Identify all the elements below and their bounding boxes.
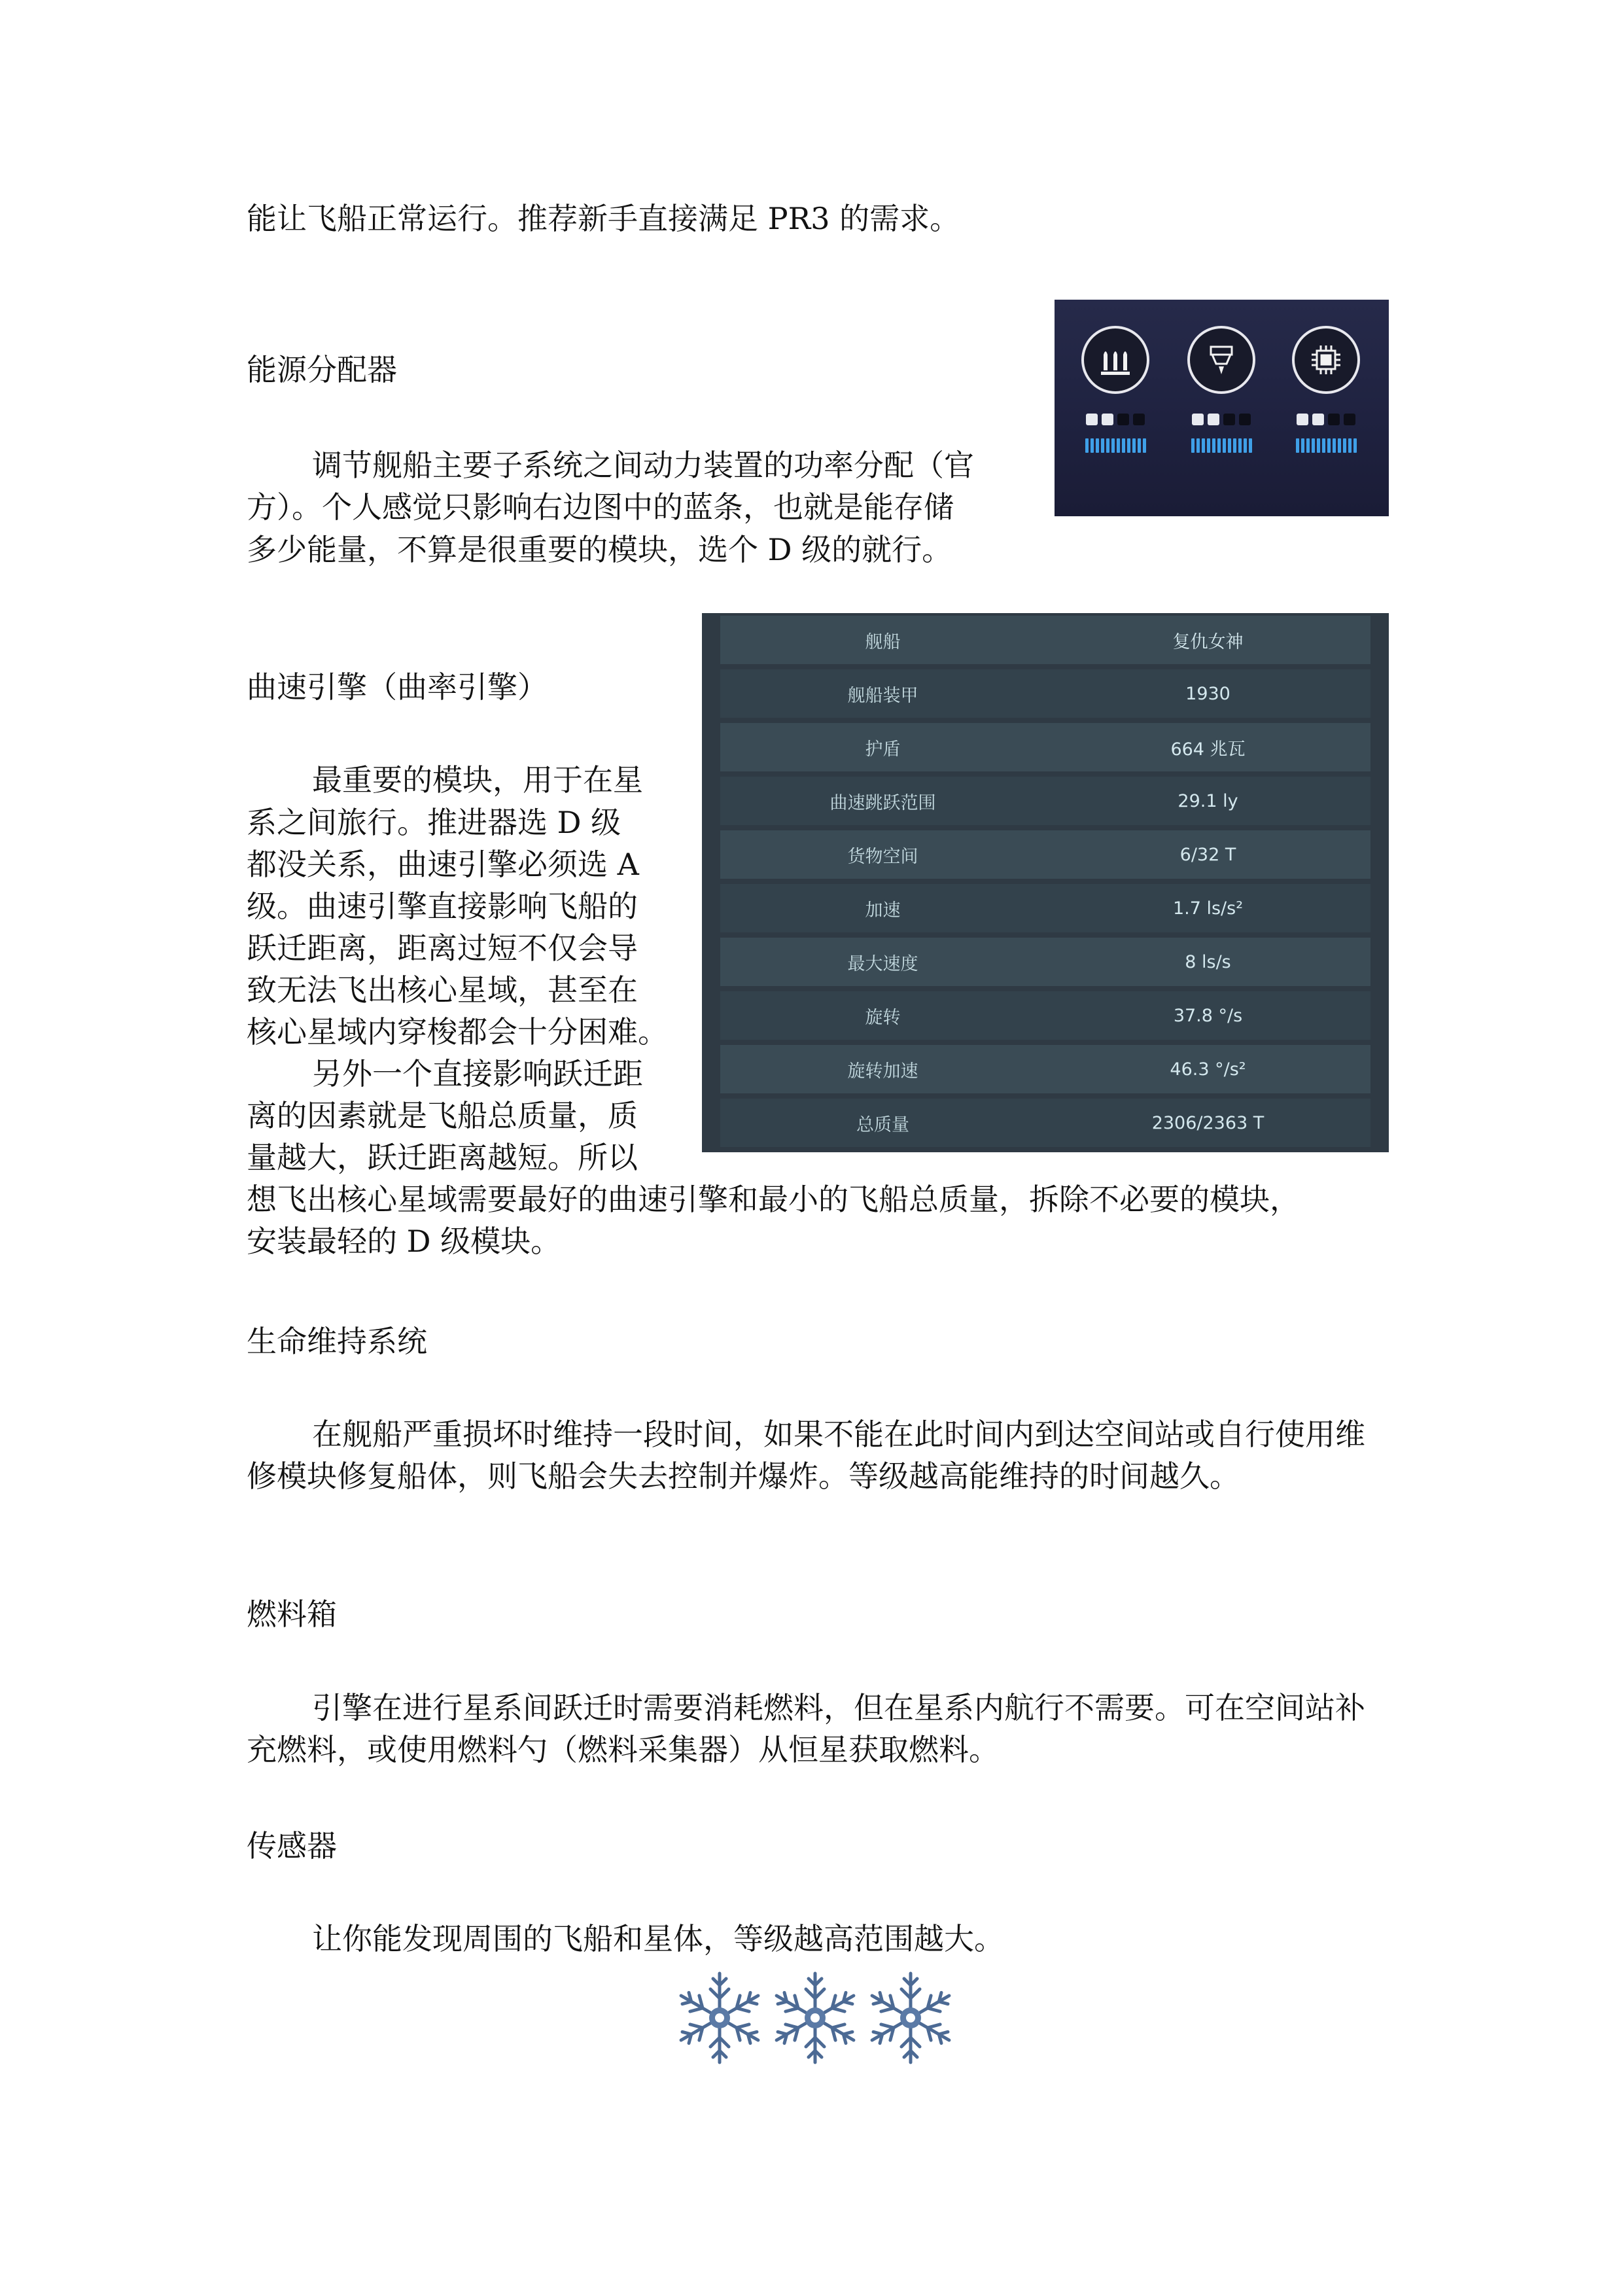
- warp-text-line: 核心星域内穿梭都会十分困难。: [247, 1014, 668, 1050]
- engines-column: [1185, 326, 1257, 453]
- stats-row: [720, 884, 1370, 932]
- warp-text-line: 最重要的模块，用于在星: [312, 762, 643, 798]
- weapons-pips: [1079, 414, 1151, 425]
- power-text-line: 方）。个人感觉只影响右边图中的蓝条，也就是能存储: [247, 489, 954, 525]
- pip: [1102, 414, 1113, 425]
- warp-text-line: 级。曲速引擎直接影响飞船的: [247, 889, 638, 924]
- stat-label: 总质量: [856, 1114, 909, 1135]
- stats-row: [720, 830, 1370, 879]
- pip: [1328, 414, 1340, 425]
- stat-label: 旋转加速: [847, 1061, 918, 1082]
- stats-row: [720, 1045, 1370, 1093]
- pip: [1208, 414, 1219, 425]
- pip: [1297, 414, 1308, 425]
- pip: [1223, 414, 1235, 425]
- stat-value: 664 兆瓦: [1170, 739, 1246, 760]
- systems-pips: [1290, 414, 1362, 425]
- warp-text-line: 离的因素就是飞船总质量，质: [247, 1098, 638, 1133]
- stats-row: [720, 723, 1370, 771]
- stat-value: 46.3 °/s²: [1170, 1059, 1246, 1080]
- stat-value: 1.7 ls/s²: [1172, 898, 1244, 919]
- stats-row: [720, 616, 1370, 664]
- stat-label: 旋转: [865, 1007, 901, 1028]
- intro-line: 能让飞船正常运行。推荐新手直接满足 PR3 的需求。: [247, 201, 960, 236]
- heading-power-distributor: 能源分配器: [247, 352, 397, 387]
- heading-warp-drive: 曲速引擎（曲率引擎）: [247, 669, 548, 705]
- stat-label: 最大速度: [847, 953, 918, 974]
- life-support-text: 在舰船严重损坏时维持一段时间，如果不能在此时间内到达空间站或自行使用维修模块修复船体，则飞船会失去控制并爆炸。等级越高能维持的时间越久。: [247, 1417, 1365, 1494]
- stat-value: 1930: [1185, 683, 1230, 704]
- weapons-icon: [1081, 326, 1149, 394]
- systems-capacitor-bar: [1290, 438, 1362, 453]
- stat-label: 舰船: [865, 631, 901, 652]
- engines-capacitor-bar: [1185, 438, 1257, 453]
- heading-sensors: 传感器: [247, 1828, 337, 1863]
- stat-label: 护盾: [865, 739, 901, 760]
- stat-label: 舰船装甲: [847, 685, 918, 706]
- stat-label: 曲速跳跃范围: [829, 792, 936, 813]
- warp-text-line: 系之间旅行。推进器选 D 级: [247, 805, 621, 840]
- pip: [1117, 414, 1129, 425]
- engines-icon: [1187, 326, 1255, 394]
- pip: [1086, 414, 1098, 425]
- pip: [1312, 414, 1324, 425]
- fuel-tank-text: 引擎在进行星系间跃迁时需要消耗燃料，但在星系内航行不需要。可在空间站补充燃料，或使用燃料勺（燃料采集器）从恒星获取燃料。: [247, 1690, 1365, 1767]
- stat-label: 加速: [865, 900, 901, 921]
- warp-text-line: 另外一个直接影响跃迁距: [312, 1056, 643, 1091]
- stat-value: 6/32 T: [1179, 844, 1236, 865]
- warp-text-line: 致无法飞出核心星域，甚至在: [247, 972, 638, 1008]
- stat-value: 8 ls/s: [1185, 951, 1231, 972]
- warp-text-line: 量越大，跃迁距离越短。所以: [247, 1140, 638, 1175]
- pip: [1344, 414, 1355, 425]
- pip: [1239, 414, 1251, 425]
- stats-row: [720, 938, 1370, 986]
- stats-row: [720, 777, 1370, 825]
- stats-row: [720, 991, 1370, 1040]
- stat-value: 29.1 ly: [1178, 790, 1238, 811]
- stat-value: 37.8 °/s: [1173, 1005, 1243, 1026]
- engines-pips: [1185, 414, 1257, 425]
- weapons-capacitor-bar: [1079, 438, 1151, 453]
- pip: [1133, 414, 1145, 425]
- pip: [1192, 414, 1204, 425]
- stat-value: 复仇女神: [1172, 631, 1244, 652]
- heading-fuel-tank: 燃料箱: [247, 1597, 337, 1632]
- power-distributor-image: [1055, 300, 1389, 516]
- warp-text-line: 安装最轻的 D 级模块。: [247, 1224, 561, 1259]
- power-text-line: 多少能量，不算是很重要的模块，选个 D 级的就行。: [247, 532, 952, 567]
- warp-text-line: 都没关系，曲速引擎必须选 A: [247, 847, 639, 882]
- weapons-column: [1079, 326, 1151, 453]
- warp-text-line: 跃迁距离，距离过短不仅会导: [247, 930, 638, 966]
- sensors-text: 让你能发现周围的飞船和星体，等级越高范围越大。: [312, 1921, 1004, 1956]
- stat-label: 货物空间: [847, 846, 918, 867]
- heading-life-support: 生命维持系统: [247, 1324, 427, 1359]
- snowflake-ornament-icon: [669, 1963, 963, 2074]
- systems-column: [1290, 326, 1362, 453]
- stat-value: 2306/2363 T: [1151, 1112, 1265, 1133]
- stats-row: [720, 669, 1370, 718]
- power-text-line: 调节舰船主要子系统之间动力装置的功率分配（官: [312, 448, 974, 483]
- ship-stats-table: [702, 613, 1389, 1152]
- stats-row: [720, 1099, 1370, 1147]
- warp-text-line: 想飞出核心星域需要最好的曲速引擎和最小的飞船总质量，拆除不必要的模块，: [247, 1182, 1300, 1217]
- systems-icon: [1292, 326, 1360, 394]
